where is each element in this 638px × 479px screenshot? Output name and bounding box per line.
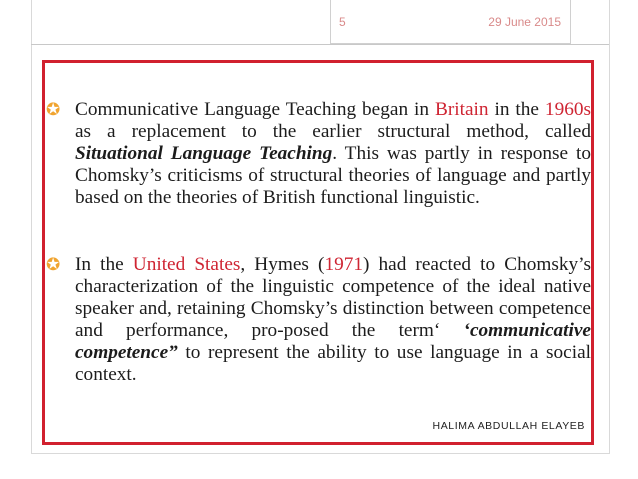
- author-footer: HALIMA ABDULLAH ELAYEB: [432, 420, 585, 432]
- bullet-item: [46, 99, 591, 209]
- slide-header: [330, 0, 571, 44]
- text-segment: to represent the ability to use language in a social context.: [75, 342, 591, 385]
- slide-number: 5: [339, 14, 346, 29]
- text-segment: in the: [488, 99, 545, 120]
- text-segment: . This was partly in response to Chomsky’s criticisms of structural theories of language and partly based on the theories of British functional linguistic.: [75, 143, 591, 208]
- highlight-1960s: 1960s: [544, 99, 591, 120]
- emphasis-situational: Situational Language Teaching: [75, 143, 333, 164]
- bullet-text: [51, 99, 591, 209]
- circle-arrow-bullet-icon: ✪: [46, 255, 61, 275]
- text-segment: Communicative Language Teaching began in: [75, 99, 435, 120]
- highlight-1971: 1971: [324, 254, 363, 275]
- circle-arrow-bullet-icon: ✪: [46, 100, 61, 120]
- text-segment: In the: [75, 254, 133, 275]
- emphasis-communicative-competence: ‘communicative competence”: [75, 320, 591, 363]
- bullet-item: [46, 254, 592, 386]
- text-segment: ) had reacted to Chomsky’s characterization of the linguistic competence of the ideal native speaker and, retaining Chomsky’s distinction between competence and performance, pro-posed the term‘: [75, 254, 592, 341]
- slide-date: 29 June 2015: [488, 14, 561, 29]
- text-segment: as a replacement to the earlier structural method, called: [75, 121, 591, 142]
- bullet-text: [51, 254, 591, 386]
- highlight-united-states: United States: [132, 254, 241, 275]
- header-divider: [31, 44, 609, 45]
- text-segment: , Hymes (: [240, 254, 325, 275]
- highlight-britain: Britain: [434, 99, 489, 120]
